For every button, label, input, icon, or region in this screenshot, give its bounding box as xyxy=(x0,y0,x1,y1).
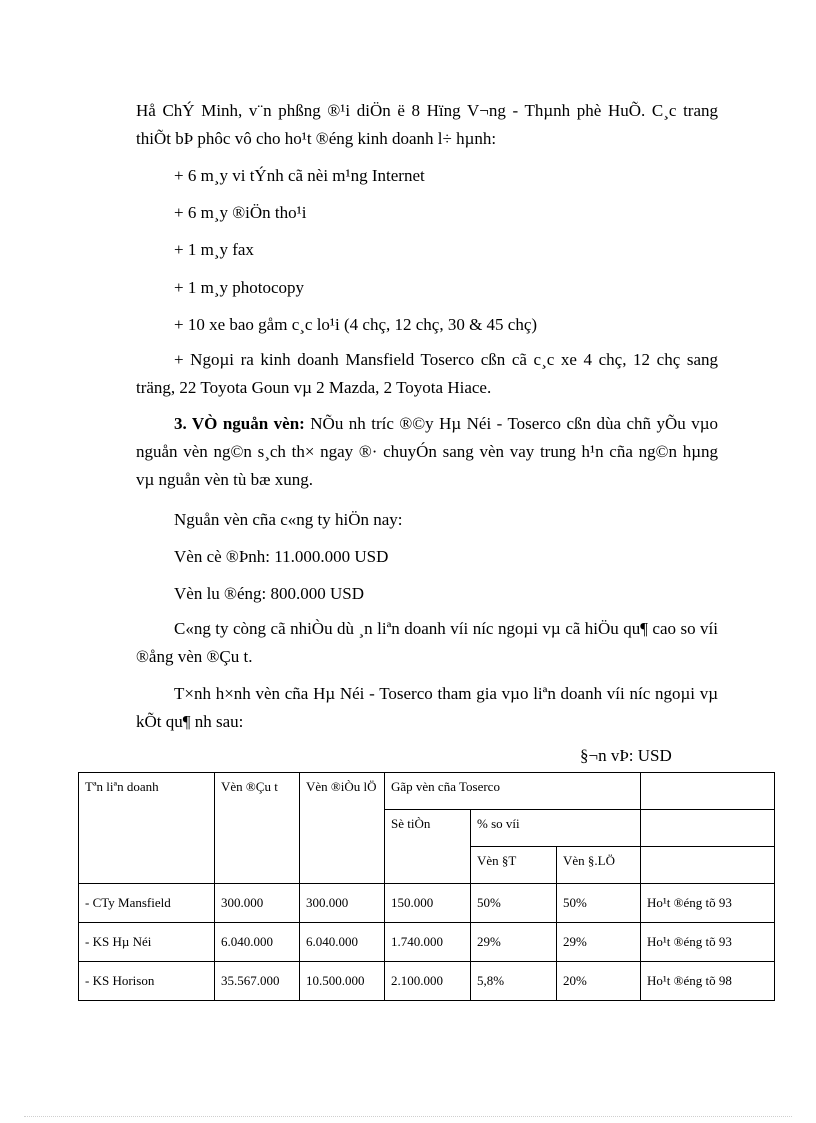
paragraph-jv-situation: T×nh h×nh vèn cña Hµ Néi - Toserco tham gia vµo liªn doanh víi níc ngoµi vµ kÕt qu¶ nh sau: xyxy=(136,684,718,731)
paragraph-capital-sources xyxy=(136,410,718,494)
header-toserco-contribution: Gãp vèn cña Toserco xyxy=(385,773,641,810)
equipment-item: + 10 xe bao gåm c¸c lo¹i (4 chç, 12 chç, 30 & 45 chç) xyxy=(174,315,538,334)
header-investment-capital: Vèn ®Çu t xyxy=(215,773,300,884)
cell-charter-pct: 20% xyxy=(557,962,641,1001)
cell-amount: 1.740.000 xyxy=(385,923,471,962)
table-row xyxy=(79,962,775,1001)
cell-charter: 10.500.000 xyxy=(300,962,385,1001)
joint-venture-table xyxy=(78,772,775,1001)
header-charter-pct: Vèn §.LÖ xyxy=(557,847,641,884)
cell-amount: 150.000 xyxy=(385,884,471,923)
paragraph-office-equipment: Hå ChÝ Minh, v¨n phßng ®¹i diÖn ë 8 Hïng V¬ng - Thµnh phè HuÕ. C¸c trang thiÕt bÞ phôc vô cho ho¹t ®éng kinh doanh l÷ hµnh: xyxy=(136,101,718,148)
cell-name: - KS Horison xyxy=(79,962,215,1001)
cell-name: - KS Hµ Néi xyxy=(79,923,215,962)
cell-capital: 6.040.000 xyxy=(215,923,300,962)
table-row xyxy=(79,923,775,962)
cell-capital: 300.000 xyxy=(215,884,300,923)
paragraph-joint-ventures: C«ng ty còng cã nhiÒu dù ¸n liªn doanh víi níc ngoµi vµ cã hiÖu qu¶ cao so víi ®ång vèn ®Çu t. xyxy=(136,619,718,666)
cell-name: - CTy Mansfield xyxy=(79,884,215,923)
cell-investment-pct: 29% xyxy=(471,923,557,962)
paragraph-vehicles: + Ngoµi ra kinh doanh Mansfield Toserco cßn cã c¸c xe 4 chç, 12 chç sang träng, 22 Toyota Goun vµ 2 Mazda, 2 Toyota Hiace. xyxy=(136,350,718,397)
cell-charter-pct: 29% xyxy=(557,923,641,962)
header-empty-cell xyxy=(641,773,775,810)
fixed-capital: Vèn cè ®Þnh: 11.000.000 USD xyxy=(174,547,389,566)
cell-investment-pct: 5,8% xyxy=(471,962,557,1001)
cell-note: Ho¹t ®éng tõ 98 xyxy=(641,962,775,1001)
table-row xyxy=(79,884,775,923)
cell-capital: 35.567.000 xyxy=(215,962,300,1001)
equipment-item: + 6 m¸y ®iÖn tho¹i xyxy=(174,203,307,222)
header-investment-pct: Vèn §T xyxy=(471,847,557,884)
working-capital: Vèn lu ®éng: 800.000 USD xyxy=(174,584,364,603)
header-empty-cell xyxy=(641,810,775,847)
cell-charter: 300.000 xyxy=(300,884,385,923)
section-heading: 3. VÒ nguån vèn: xyxy=(174,414,305,433)
equipment-item: + 1 m¸y fax xyxy=(174,240,254,259)
cell-investment-pct: 50% xyxy=(471,884,557,923)
paragraph-current-capital: Nguån vèn cña c«ng ty hiÖn nay: xyxy=(174,510,403,529)
cell-note: Ho¹t ®éng tõ 93 xyxy=(641,923,775,962)
equipment-item: + 1 m¸y photocopy xyxy=(174,278,304,297)
unit-label: §¬n vÞ: USD xyxy=(580,746,672,765)
header-empty-cell xyxy=(641,847,775,884)
header-charter-capital: Vèn ®iÒu lÖ xyxy=(300,773,385,884)
cell-charter: 6.040.000 xyxy=(300,923,385,962)
section-body: NÕu nh tríc ®©y Hµ Néi - Toserco cßn dùa chñ yÕu vµo nguån vèn ng©n s¸ch th× ngay ®· chuyÓn sang vèn vay trung h¹n cña ng©n hµng vµ nguån vèn tù bæ xung. xyxy=(136,414,718,489)
header-amount: Sè tiÒn xyxy=(385,810,471,884)
equipment-item: + 6 m¸y vi tÝnh cã nèi m¹ng Internet xyxy=(174,166,425,185)
cell-charter-pct: 50% xyxy=(557,884,641,923)
header-jv-name: Tªn liªn doanh xyxy=(79,773,215,884)
header-percent-of: % so víi xyxy=(471,810,641,847)
cell-amount: 2.100.000 xyxy=(385,962,471,1001)
cell-note: Ho¹t ®éng tõ 93 xyxy=(641,884,775,923)
page-footer-divider xyxy=(24,1116,792,1117)
